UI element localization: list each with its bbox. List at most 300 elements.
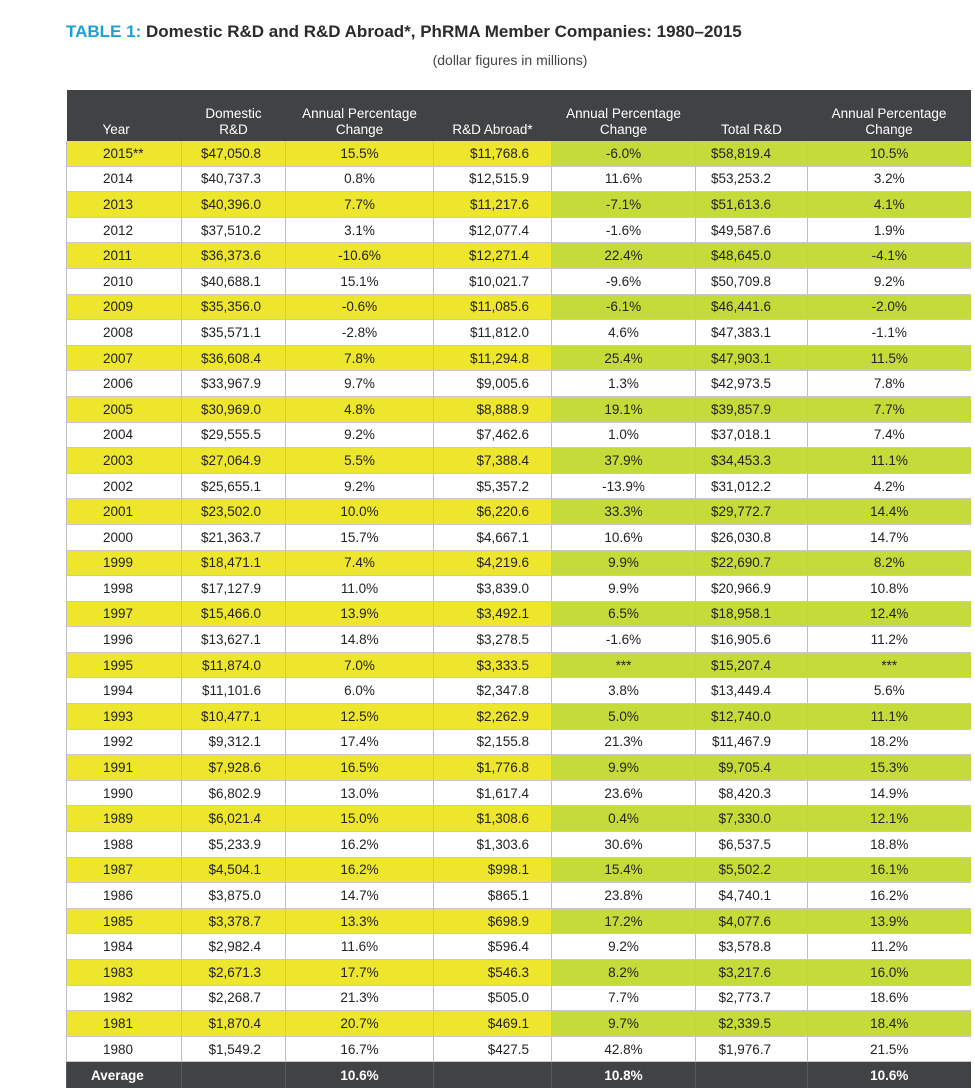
cell-total-rd: $49,587.6 xyxy=(696,217,808,243)
cell-year: 2002 xyxy=(67,473,182,499)
cell-domestic-rd: $10,477.1 xyxy=(182,704,286,730)
table-row xyxy=(67,192,971,218)
cell-abroad-pct-change: -1.6% xyxy=(552,627,696,653)
average-domestic-pct-change: 10.6% xyxy=(286,1062,434,1088)
table-row xyxy=(67,729,971,755)
cell-year: 1994 xyxy=(67,678,182,704)
cell-rd-abroad: $2,262.9 xyxy=(434,704,552,730)
average-rd-abroad xyxy=(434,1062,552,1088)
cell-total-rd: $22,690.7 xyxy=(696,550,808,576)
table-row xyxy=(67,755,971,781)
cell-year: 1992 xyxy=(67,729,182,755)
cell-rd-abroad: $1,776.8 xyxy=(434,755,552,781)
cell-total-rd: $1,976.7 xyxy=(696,1036,808,1062)
cell-rd-abroad: $11,768.6 xyxy=(434,141,552,166)
average-row xyxy=(67,1062,971,1088)
cell-domestic-rd: $4,504.1 xyxy=(182,857,286,883)
cell-year: 1993 xyxy=(67,704,182,730)
cell-domestic-rd: $40,396.0 xyxy=(182,192,286,218)
table-row xyxy=(67,217,971,243)
cell-total-rd: $16,905.6 xyxy=(696,627,808,653)
cell-domestic-pct-change: 7.0% xyxy=(286,652,434,678)
cell-abroad-pct-change: 37.9% xyxy=(552,448,696,474)
cell-rd-abroad: $12,271.4 xyxy=(434,243,552,269)
cell-year: 1983 xyxy=(67,960,182,986)
table-row xyxy=(67,576,971,602)
cell-year: 1984 xyxy=(67,934,182,960)
cell-domestic-pct-change: 16.2% xyxy=(286,832,434,858)
cell-year: 1995 xyxy=(67,652,182,678)
table-row xyxy=(67,985,971,1011)
cell-abroad-pct-change: 9.2% xyxy=(552,934,696,960)
cell-abroad-pct-change: 5.0% xyxy=(552,704,696,730)
cell-abroad-pct-change: -6.1% xyxy=(552,294,696,320)
cell-total-rd: $11,467.9 xyxy=(696,729,808,755)
cell-rd-abroad: $3,839.0 xyxy=(434,576,552,602)
table-row xyxy=(67,704,971,730)
cell-total-rd: $58,819.4 xyxy=(696,141,808,166)
cell-rd-abroad: $7,388.4 xyxy=(434,448,552,474)
cell-abroad-pct-change: 7.7% xyxy=(552,985,696,1011)
cell-rd-abroad: $2,155.8 xyxy=(434,729,552,755)
cell-rd-abroad: $2,347.8 xyxy=(434,678,552,704)
table-row xyxy=(67,601,971,627)
cell-total-rd: $26,030.8 xyxy=(696,524,808,550)
cell-rd-abroad: $12,077.4 xyxy=(434,217,552,243)
cell-year: 2013 xyxy=(67,192,182,218)
cell-year: 1997 xyxy=(67,601,182,627)
cell-total-pct-change: 11.1% xyxy=(808,448,971,474)
table-row xyxy=(67,780,971,806)
cell-domestic-rd: $2,982.4 xyxy=(182,934,286,960)
cell-abroad-pct-change: 23.8% xyxy=(552,883,696,909)
cell-domestic-rd: $37,510.2 xyxy=(182,217,286,243)
cell-total-pct-change: 1.9% xyxy=(808,217,971,243)
header-rd-abroad xyxy=(434,90,552,141)
cell-year: 2000 xyxy=(67,524,182,550)
cell-total-pct-change: 4.1% xyxy=(808,192,971,218)
cell-domestic-pct-change: 15.5% xyxy=(286,141,434,166)
cell-abroad-pct-change: 17.2% xyxy=(552,908,696,934)
table-row xyxy=(67,422,971,448)
cell-abroad-pct-change: 8.2% xyxy=(552,960,696,986)
cell-rd-abroad: $9,005.6 xyxy=(434,371,552,397)
cell-year: 1989 xyxy=(67,806,182,832)
cell-total-rd: $51,613.6 xyxy=(696,192,808,218)
cell-abroad-pct-change: 9.9% xyxy=(552,550,696,576)
header-line: Year xyxy=(102,122,130,137)
cell-domestic-pct-change: 16.5% xyxy=(286,755,434,781)
cell-domestic-rd: $3,378.7 xyxy=(182,908,286,934)
cell-total-pct-change: 9.2% xyxy=(808,268,971,294)
cell-total-rd: $29,772.7 xyxy=(696,499,808,525)
cell-total-pct-change: -4.1% xyxy=(808,243,971,269)
header-line: Annual Percentage xyxy=(566,106,681,121)
cell-total-rd: $9,705.4 xyxy=(696,755,808,781)
cell-domestic-rd: $35,356.0 xyxy=(182,294,286,320)
cell-total-pct-change: 7.7% xyxy=(808,396,971,422)
table-subtitle: (dollar figures in millions) xyxy=(432,52,588,68)
cell-total-rd: $15,207.4 xyxy=(696,652,808,678)
cell-domestic-pct-change: 7.4% xyxy=(286,550,434,576)
cell-domestic-rd: $21,363.7 xyxy=(182,524,286,550)
cell-year: 1991 xyxy=(67,755,182,781)
cell-abroad-pct-change: 3.8% xyxy=(552,678,696,704)
cell-abroad-pct-change: 15.4% xyxy=(552,857,696,883)
cell-total-rd: $20,966.9 xyxy=(696,576,808,602)
cell-year: 2011 xyxy=(67,243,182,269)
cell-rd-abroad: $8,888.9 xyxy=(434,396,552,422)
table-row xyxy=(67,934,971,960)
cell-total-rd: $4,077.6 xyxy=(696,908,808,934)
cell-rd-abroad: $6,220.6 xyxy=(434,499,552,525)
table-title-text: Domestic R&D and R&D Abroad*, PhRMA Member Companies: 1980–2015 xyxy=(145,22,742,41)
cell-domestic-pct-change: 9.2% xyxy=(286,422,434,448)
cell-year: 1980 xyxy=(67,1036,182,1062)
cell-abroad-pct-change: *** xyxy=(552,652,696,678)
cell-year: 1998 xyxy=(67,576,182,602)
cell-domestic-rd: $40,688.1 xyxy=(182,268,286,294)
header-line: Change xyxy=(335,122,384,137)
cell-domestic-rd: $1,549.2 xyxy=(182,1036,286,1062)
cell-rd-abroad: $596.4 xyxy=(434,934,552,960)
table-row xyxy=(67,832,971,858)
cell-domestic-pct-change: 7.8% xyxy=(286,345,434,371)
cell-year: 1987 xyxy=(67,857,182,883)
cell-domestic-rd: $5,233.9 xyxy=(182,832,286,858)
table-title xyxy=(66,22,742,42)
header-line: Total R&D xyxy=(721,122,782,137)
cell-rd-abroad: $1,303.6 xyxy=(434,832,552,858)
cell-rd-abroad: $546.3 xyxy=(434,960,552,986)
table-row xyxy=(67,243,971,269)
header-year xyxy=(67,90,182,141)
table-row xyxy=(67,141,971,166)
table-row xyxy=(67,627,971,653)
table-row xyxy=(67,166,971,192)
cell-domestic-pct-change: 6.0% xyxy=(286,678,434,704)
cell-domestic-rd: $30,969.0 xyxy=(182,396,286,422)
header-total-rd xyxy=(696,90,808,141)
cell-total-pct-change: 12.4% xyxy=(808,601,971,627)
cell-total-pct-change: 13.9% xyxy=(808,908,971,934)
cell-total-rd: $18,958.1 xyxy=(696,601,808,627)
cell-total-pct-change: 15.3% xyxy=(808,755,971,781)
table-row xyxy=(67,1036,971,1062)
cell-rd-abroad: $469.1 xyxy=(434,1011,552,1037)
cell-domestic-rd: $2,268.7 xyxy=(182,985,286,1011)
cell-total-pct-change: 4.2% xyxy=(808,473,971,499)
cell-total-pct-change: 14.9% xyxy=(808,780,971,806)
cell-total-pct-change: 11.2% xyxy=(808,627,971,653)
cell-domestic-rd: $3,875.0 xyxy=(182,883,286,909)
cell-abroad-pct-change: 1.3% xyxy=(552,371,696,397)
cell-year: 2004 xyxy=(67,422,182,448)
cell-domestic-pct-change: 14.8% xyxy=(286,627,434,653)
cell-year: 2005 xyxy=(67,396,182,422)
cell-domestic-pct-change: 10.0% xyxy=(286,499,434,525)
cell-domestic-rd: $1,870.4 xyxy=(182,1011,286,1037)
cell-abroad-pct-change: 6.5% xyxy=(552,601,696,627)
table-row xyxy=(67,448,971,474)
cell-total-pct-change: 18.4% xyxy=(808,1011,971,1037)
cell-domestic-pct-change: -2.8% xyxy=(286,320,434,346)
table-row xyxy=(67,883,971,909)
cell-domestic-pct-change: 4.8% xyxy=(286,396,434,422)
cell-abroad-pct-change: -13.9% xyxy=(552,473,696,499)
cell-total-rd: $37,018.1 xyxy=(696,422,808,448)
table-row xyxy=(67,678,971,704)
cell-total-pct-change: 3.2% xyxy=(808,166,971,192)
cell-rd-abroad: $12,515.9 xyxy=(434,166,552,192)
cell-abroad-pct-change: 42.8% xyxy=(552,1036,696,1062)
cell-total-pct-change: 16.0% xyxy=(808,960,971,986)
cell-total-rd: $7,330.0 xyxy=(696,806,808,832)
cell-total-rd: $2,773.7 xyxy=(696,985,808,1011)
cell-year: 1988 xyxy=(67,832,182,858)
cell-total-pct-change: 18.8% xyxy=(808,832,971,858)
cell-domestic-rd: $23,502.0 xyxy=(182,499,286,525)
cell-domestic-pct-change: 14.7% xyxy=(286,883,434,909)
average-year: Average xyxy=(67,1062,182,1088)
cell-rd-abroad: $11,217.6 xyxy=(434,192,552,218)
cell-total-rd: $12,740.0 xyxy=(696,704,808,730)
cell-domestic-rd: $33,967.9 xyxy=(182,371,286,397)
cell-rd-abroad: $505.0 xyxy=(434,985,552,1011)
table-body xyxy=(67,141,971,1088)
table-header xyxy=(67,90,971,141)
table-row xyxy=(67,320,971,346)
cell-total-pct-change: 18.2% xyxy=(808,729,971,755)
cell-year: 2007 xyxy=(67,345,182,371)
cell-total-rd: $3,217.6 xyxy=(696,960,808,986)
cell-domestic-rd: $2,671.3 xyxy=(182,960,286,986)
cell-year: 1985 xyxy=(67,908,182,934)
cell-total-rd: $8,420.3 xyxy=(696,780,808,806)
cell-domestic-rd: $9,312.1 xyxy=(182,729,286,755)
cell-domestic-pct-change: 5.5% xyxy=(286,448,434,474)
cell-abroad-pct-change: 25.4% xyxy=(552,345,696,371)
cell-domestic-rd: $47,050.8 xyxy=(182,141,286,166)
cell-rd-abroad: $3,492.1 xyxy=(434,601,552,627)
cell-rd-abroad: $698.9 xyxy=(434,908,552,934)
cell-domestic-rd: $27,064.9 xyxy=(182,448,286,474)
cell-domestic-rd: $25,655.1 xyxy=(182,473,286,499)
cell-domestic-rd: $29,555.5 xyxy=(182,422,286,448)
cell-total-rd: $48,645.0 xyxy=(696,243,808,269)
cell-total-pct-change: 11.2% xyxy=(808,934,971,960)
cell-rd-abroad: $1,617.4 xyxy=(434,780,552,806)
cell-rd-abroad: $11,085.6 xyxy=(434,294,552,320)
cell-domestic-rd: $6,021.4 xyxy=(182,806,286,832)
cell-domestic-pct-change: -0.6% xyxy=(286,294,434,320)
cell-domestic-pct-change: 21.3% xyxy=(286,985,434,1011)
header-line: Domestic xyxy=(205,106,262,121)
cell-total-rd: $47,383.1 xyxy=(696,320,808,346)
cell-year: 2014 xyxy=(67,166,182,192)
cell-total-pct-change: 21.5% xyxy=(808,1036,971,1062)
cell-year: 1999 xyxy=(67,550,182,576)
cell-domestic-pct-change: 15.1% xyxy=(286,268,434,294)
cell-abroad-pct-change: 0.4% xyxy=(552,806,696,832)
cell-total-pct-change: 14.7% xyxy=(808,524,971,550)
table-row xyxy=(67,652,971,678)
cell-domestic-rd: $13,627.1 xyxy=(182,627,286,653)
cell-year: 2010 xyxy=(67,268,182,294)
cell-rd-abroad: $4,667.1 xyxy=(434,524,552,550)
cell-year: 2008 xyxy=(67,320,182,346)
cell-total-rd: $2,339.5 xyxy=(696,1011,808,1037)
cell-rd-abroad: $4,219.6 xyxy=(434,550,552,576)
cell-abroad-pct-change: 10.6% xyxy=(552,524,696,550)
table-row xyxy=(67,499,971,525)
cell-abroad-pct-change: -7.1% xyxy=(552,192,696,218)
cell-domestic-pct-change: 9.2% xyxy=(286,473,434,499)
header-total-pct-change xyxy=(808,90,971,141)
cell-abroad-pct-change: 11.6% xyxy=(552,166,696,192)
cell-rd-abroad: $11,294.8 xyxy=(434,345,552,371)
table-row xyxy=(67,1011,971,1037)
cell-domestic-rd: $35,571.1 xyxy=(182,320,286,346)
header-line: R&D Abroad* xyxy=(452,122,533,137)
cell-total-pct-change: 7.4% xyxy=(808,422,971,448)
cell-domestic-rd: $15,466.0 xyxy=(182,601,286,627)
cell-domestic-rd: $36,373.6 xyxy=(182,243,286,269)
cell-year: 1982 xyxy=(67,985,182,1011)
cell-total-rd: $53,253.2 xyxy=(696,166,808,192)
cell-total-pct-change: -2.0% xyxy=(808,294,971,320)
cell-abroad-pct-change: 9.9% xyxy=(552,576,696,602)
cell-domestic-pct-change: 13.9% xyxy=(286,601,434,627)
table-row xyxy=(67,294,971,320)
header-line: Annual Percentage xyxy=(302,106,417,121)
cell-total-pct-change: 8.2% xyxy=(808,550,971,576)
cell-total-pct-change: 16.1% xyxy=(808,857,971,883)
cell-domestic-pct-change: -10.6% xyxy=(286,243,434,269)
cell-domestic-rd: $17,127.9 xyxy=(182,576,286,602)
cell-domestic-pct-change: 7.7% xyxy=(286,192,434,218)
cell-domestic-rd: $40,737.3 xyxy=(182,166,286,192)
cell-abroad-pct-change: 23.6% xyxy=(552,780,696,806)
cell-year: 1996 xyxy=(67,627,182,653)
cell-total-pct-change: 12.1% xyxy=(808,806,971,832)
cell-year: 2003 xyxy=(67,448,182,474)
cell-total-pct-change: 7.8% xyxy=(808,371,971,397)
average-total-pct-change: 10.6% xyxy=(808,1062,971,1088)
cell-rd-abroad: $11,812.0 xyxy=(434,320,552,346)
table-row xyxy=(67,960,971,986)
cell-year: 1990 xyxy=(67,780,182,806)
cell-domestic-rd: $7,928.6 xyxy=(182,755,286,781)
cell-abroad-pct-change: 9.9% xyxy=(552,755,696,781)
header-domestic-rd xyxy=(182,90,286,141)
cell-rd-abroad: $865.1 xyxy=(434,883,552,909)
table-title-label: TABLE 1: xyxy=(66,22,142,41)
cell-rd-abroad: $427.5 xyxy=(434,1036,552,1062)
header-line: Change xyxy=(599,122,648,137)
cell-total-rd: $4,740.1 xyxy=(696,883,808,909)
cell-abroad-pct-change: 9.7% xyxy=(552,1011,696,1037)
table-row xyxy=(67,806,971,832)
cell-total-pct-change: 14.4% xyxy=(808,499,971,525)
cell-abroad-pct-change: -9.6% xyxy=(552,268,696,294)
cell-abroad-pct-change: 22.4% xyxy=(552,243,696,269)
header-abroad-pct-change xyxy=(552,90,696,141)
cell-rd-abroad: $998.1 xyxy=(434,857,552,883)
cell-domestic-pct-change: 20.7% xyxy=(286,1011,434,1037)
cell-abroad-pct-change: 1.0% xyxy=(552,422,696,448)
cell-total-pct-change: 5.6% xyxy=(808,678,971,704)
cell-domestic-pct-change: 11.6% xyxy=(286,934,434,960)
header-line: Annual Percentage xyxy=(831,106,947,121)
table-row xyxy=(67,550,971,576)
cell-year: 2009 xyxy=(67,294,182,320)
cell-rd-abroad: $3,278.5 xyxy=(434,627,552,653)
cell-total-rd: $13,449.4 xyxy=(696,678,808,704)
header-row xyxy=(67,90,971,141)
cell-domestic-pct-change: 0.8% xyxy=(286,166,434,192)
cell-domestic-pct-change: 13.3% xyxy=(286,908,434,934)
cell-year: 2015** xyxy=(67,141,182,166)
cell-total-pct-change: -1.1% xyxy=(808,320,971,346)
cell-domestic-rd: $36,608.4 xyxy=(182,345,286,371)
cell-year: 1981 xyxy=(67,1011,182,1037)
cell-abroad-pct-change: -1.6% xyxy=(552,217,696,243)
cell-domestic-pct-change: 16.2% xyxy=(286,857,434,883)
cell-total-rd: $47,903.1 xyxy=(696,345,808,371)
cell-abroad-pct-change: 30.6% xyxy=(552,832,696,858)
cell-total-pct-change: 10.5% xyxy=(808,141,971,166)
table-row xyxy=(67,371,971,397)
cell-total-rd: $46,441.6 xyxy=(696,294,808,320)
average-total-rd xyxy=(696,1062,808,1088)
header-line: R&D xyxy=(219,122,248,137)
cell-total-pct-change: 11.1% xyxy=(808,704,971,730)
cell-rd-abroad: $7,462.6 xyxy=(434,422,552,448)
cell-rd-abroad: $3,333.5 xyxy=(434,652,552,678)
table-row xyxy=(67,473,971,499)
cell-domestic-pct-change: 12.5% xyxy=(286,704,434,730)
average-domestic-rd xyxy=(182,1062,286,1088)
cell-total-pct-change: 10.8% xyxy=(808,576,971,602)
cell-domestic-pct-change: 17.7% xyxy=(286,960,434,986)
cell-abroad-pct-change: 21.3% xyxy=(552,729,696,755)
cell-total-rd: $6,537.5 xyxy=(696,832,808,858)
table-row xyxy=(67,396,971,422)
header-domestic-pct-change xyxy=(286,90,434,141)
cell-total-pct-change: 16.2% xyxy=(808,883,971,909)
cell-domestic-pct-change: 11.0% xyxy=(286,576,434,602)
cell-domestic-pct-change: 15.0% xyxy=(286,806,434,832)
cell-rd-abroad: $10,021.7 xyxy=(434,268,552,294)
cell-domestic-pct-change: 16.7% xyxy=(286,1036,434,1062)
cell-domestic-rd: $11,101.6 xyxy=(182,678,286,704)
header-line: Change xyxy=(865,122,913,137)
cell-year: 2001 xyxy=(67,499,182,525)
cell-rd-abroad: $5,357.2 xyxy=(434,473,552,499)
cell-total-rd: $3,578.8 xyxy=(696,934,808,960)
cell-domestic-pct-change: 15.7% xyxy=(286,524,434,550)
cell-total-pct-change: 18.6% xyxy=(808,985,971,1011)
cell-domestic-pct-change: 3.1% xyxy=(286,217,434,243)
cell-abroad-pct-change: 19.1% xyxy=(552,396,696,422)
cell-abroad-pct-change: -6.0% xyxy=(552,141,696,166)
rd-table xyxy=(66,90,971,1088)
cell-total-rd: $50,709.8 xyxy=(696,268,808,294)
average-abroad-pct-change: 10.8% xyxy=(552,1062,696,1088)
cell-total-rd: $31,012.2 xyxy=(696,473,808,499)
cell-domestic-pct-change: 13.0% xyxy=(286,780,434,806)
